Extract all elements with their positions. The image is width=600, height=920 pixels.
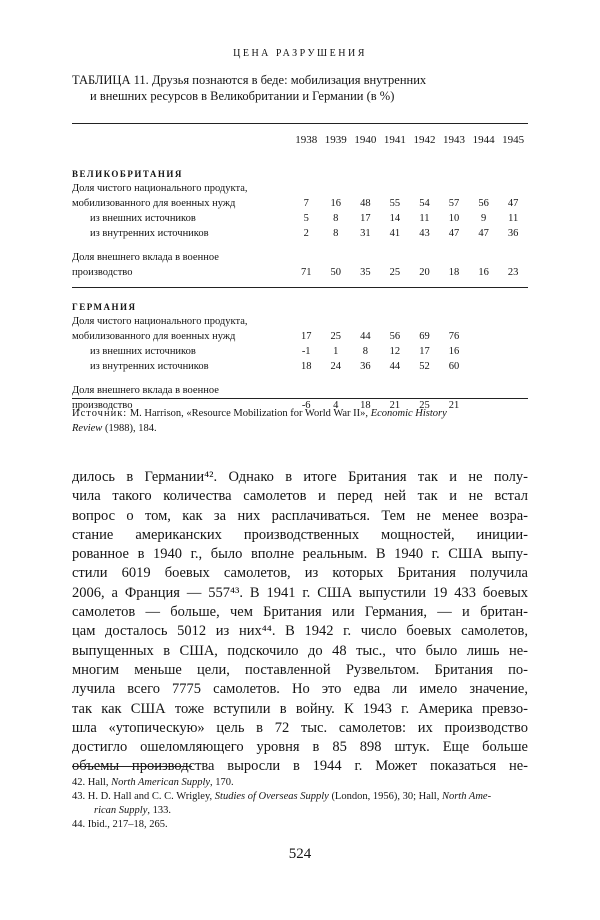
body-line: вопрос о том, как за них расплачиваться. Тем не менее возра-	[72, 507, 528, 524]
table-cell-value: 54	[419, 198, 430, 209]
table-cell-value	[410, 248, 440, 263]
table-section-heading: ГЕРМАНИЯ	[72, 302, 137, 312]
footnote-43-continued: rican Supply, 133.	[94, 805, 171, 816]
table-cell-value	[439, 179, 469, 194]
table-title	[72, 72, 532, 104]
table-cell-value: 8	[333, 228, 339, 239]
running-head: ЦЕНА РАЗРУШЕНИЯ	[233, 48, 367, 59]
table-cell-value	[469, 248, 499, 263]
table-cell-value	[469, 312, 499, 327]
table-cell-value	[291, 248, 321, 263]
table-row-label: из внешних источников	[90, 213, 196, 224]
body-line: чила такого количества самолетов и перед ней так и не встал	[72, 488, 528, 505]
table-cell-value: 43	[419, 228, 430, 239]
source-text-b: (1988), 184.	[102, 423, 157, 434]
table-row	[72, 312, 528, 327]
table-row-label: Доля внешнего вклада в военное	[72, 385, 219, 396]
body-line: шла «утопическую» цель в 72 тыс. самолетов: их производство	[72, 719, 528, 736]
body-paragraph	[72, 468, 528, 777]
body-line: стание американских производственных мощностей, иниции-	[72, 526, 528, 543]
table-cell-value: 1	[333, 346, 339, 357]
table-title-line-2: и внешних ресурсов в Великобритании и Германии (в %)	[90, 89, 395, 103]
table-cell-value	[469, 357, 499, 372]
table-year-header: 1944	[472, 134, 495, 146]
table-year-header: 1940	[354, 134, 377, 146]
table-cell-value: 60	[448, 361, 460, 372]
body-line: лучила всего 7775 самолетов. Но это едва ли имело значение,	[72, 681, 528, 698]
table-cell-value: 41	[389, 228, 401, 239]
table-year-header-row	[72, 124, 528, 146]
body-line: так как США тоже вступили в войну. К 1943 г. Америка превзо-	[72, 700, 528, 717]
footnotes	[72, 776, 530, 832]
body-line: объемы производства выросли в 1944 г. Может показаться не-	[72, 758, 528, 775]
table-cell-value	[321, 248, 351, 263]
body-line: многим меньше цели, поставленной Рузвельтом. Британия по-	[72, 661, 528, 678]
table-cell-value	[351, 248, 381, 263]
table-spacer-cell	[72, 146, 291, 155]
body-line: цам досталось 5012 из них⁴⁴. В 1942 г. число боевых самолетов,	[72, 623, 528, 640]
table-cell-value: 23	[507, 267, 519, 278]
table-cell-value: 56	[478, 198, 489, 209]
table-cell-value: -6	[301, 400, 311, 411]
table-cell-value: 48	[360, 198, 371, 209]
table-cell-value: 35	[360, 267, 371, 278]
table-cell-value: 14	[389, 213, 401, 224]
table-cell-value: 47	[448, 228, 460, 239]
table-year-header: 1941	[383, 134, 406, 146]
table-cell-value: 44	[360, 331, 371, 342]
table-cell-value: 18	[360, 400, 371, 411]
table-cell-value	[498, 179, 528, 194]
table-spacer	[72, 372, 528, 381]
table-cell-value	[380, 381, 410, 396]
body-line: дилось в Германии⁴². Однако в итоге Британия так и не полу-	[72, 469, 528, 485]
table-cell-value	[469, 342, 499, 357]
body-line: достигло ошеломляющего уровня в 85 898 штук. Еще больше	[72, 739, 528, 756]
table-cell-value	[469, 327, 499, 342]
body-line: стили 6019 боевых самолетов, из которых Британия получила	[72, 565, 528, 582]
table-cell-value	[291, 179, 321, 194]
table-row-label: Доля чистого национального продукта,	[72, 183, 248, 194]
table-cell-value	[410, 179, 440, 194]
table-cell-value: 71	[300, 267, 312, 278]
table-row	[72, 357, 528, 372]
table-row	[72, 179, 528, 194]
table-cell-value	[351, 179, 381, 194]
footnote-42: 42. Hall, North American Supply, 170.	[72, 777, 234, 788]
table-cell-value: 69	[419, 331, 430, 342]
table-section-heading: ВЕЛИКОБРИТАНИЯ	[72, 169, 183, 179]
table-cell-value: 31	[360, 228, 371, 239]
table-row-label: мобилизованного для военных нужд	[72, 331, 236, 342]
table-cell-value: 8	[333, 213, 339, 224]
table-cell-value: 21	[448, 400, 460, 411]
table-cell-value: 36	[507, 228, 519, 239]
table-section-divider	[72, 278, 528, 288]
table-cell-value	[498, 357, 528, 372]
table-cell-value: 44	[389, 361, 401, 372]
table-cell-value	[380, 248, 410, 263]
table-cell-value	[469, 179, 499, 194]
table-cell-value: 16	[448, 346, 460, 357]
table-row	[72, 342, 528, 357]
table-section-heading-row	[72, 288, 528, 313]
table-year-header: 1943	[443, 134, 465, 146]
table-cell-value	[498, 381, 528, 396]
table-cell-value	[439, 248, 469, 263]
table-cell-value: 11	[508, 213, 519, 224]
table-cell-value	[321, 312, 351, 327]
table-cell-value: 25	[419, 400, 430, 411]
table-cell-value	[351, 381, 381, 396]
table-cell-value: 25	[330, 331, 341, 342]
table-cell-value	[380, 179, 410, 194]
footnote-43: 43. H. D. Hall and C. C. Wrigley, Studies of Overseas Supply (London, 1956), 30; Hall, North Ame-	[72, 791, 492, 802]
table-row	[72, 327, 528, 342]
table-cell-value	[321, 179, 351, 194]
page-number: 524	[288, 846, 312, 862]
table-header-blank	[72, 124, 291, 146]
table-cell-value	[321, 381, 351, 396]
table-cell-value: 47	[478, 228, 489, 239]
table-cell-value: 7	[303, 198, 309, 209]
table-row-label: мобилизованного для военных нужд	[72, 198, 236, 209]
table-cell-value: 12	[389, 346, 401, 357]
table-row-label: из внешних источников	[90, 346, 196, 357]
table-cell-value: 4	[333, 400, 339, 411]
table-source-note	[72, 406, 530, 436]
body-line: рованное в 1940 г., было вполне реальным. В 1940 г. США выпу-	[72, 546, 528, 563]
table-cell-value: 20	[419, 267, 430, 278]
table-cell-value	[498, 248, 528, 263]
table-cell-value	[410, 381, 440, 396]
table-cell-value: 18	[300, 361, 312, 372]
table-row	[72, 248, 528, 263]
table-cell-value: 18	[448, 267, 460, 278]
table-cell-value	[469, 381, 499, 396]
table-cell-value: 17	[300, 331, 312, 342]
table-cell-value: 55	[389, 198, 401, 209]
table-section-heading-row	[72, 155, 528, 179]
table-title-line-1: ТАБЛИЦА 11. Друзья познаются в беде: мобилизация внутренних	[72, 73, 427, 87]
table-cell-value	[439, 381, 469, 396]
table-row	[72, 209, 528, 224]
body-line: 2006, а Франция — 557⁴³. В 1941 г. США выпустили 19 433 боевых	[72, 584, 528, 601]
table-row-label: Доля внешнего вклада в военное	[72, 252, 219, 263]
table-row	[72, 381, 528, 396]
table-cell-value: 25	[389, 267, 401, 278]
table-spacer-cell	[72, 372, 291, 381]
table-cell-value: 16	[478, 267, 489, 278]
table-spacer	[72, 239, 528, 248]
source-journal-b: Review	[72, 423, 103, 434]
table-cell-value: 57	[448, 198, 460, 209]
table-cell-value	[380, 312, 410, 327]
footnote-separator	[72, 766, 192, 767]
table-cell-value: 17	[360, 213, 371, 224]
footnote-44: 44. Ibid., 217–18, 265.	[72, 819, 168, 830]
table-cell-value: 56	[389, 331, 401, 342]
table-cell-value: 50	[330, 267, 341, 278]
table-cell-value	[291, 312, 321, 327]
table-cell-value: 8	[362, 346, 368, 357]
table-cell-value: 24	[330, 361, 341, 372]
table-cell-value: 52	[419, 361, 430, 372]
table-cell-value	[498, 342, 528, 357]
table-cell-value	[498, 312, 528, 327]
table-spacer	[72, 146, 528, 155]
table-cell-value: 5	[303, 213, 309, 224]
table-cell-value: 11	[419, 213, 430, 224]
table-cell-value: 16	[330, 198, 341, 209]
table-cell-value: 9	[480, 213, 487, 224]
table-row-label: из внутренних источников	[90, 361, 209, 372]
table-cell-value	[351, 312, 381, 327]
table-bottom-rule	[72, 398, 528, 399]
table-row	[72, 224, 528, 239]
table-cell-value: -1	[301, 346, 311, 357]
table-year-header: 1945	[502, 134, 525, 146]
table-spacer-cell	[72, 239, 291, 248]
statistics-table	[72, 124, 528, 411]
table-cell-value	[410, 312, 440, 327]
source-lead: Источник:	[72, 408, 128, 419]
table-cell-value: 76	[448, 331, 460, 342]
table-row-label: Доля чистого национального продукта,	[72, 316, 248, 327]
table-row-label: производство	[72, 267, 133, 278]
table-year-header: 1942	[413, 134, 436, 146]
source-journal-a: Economic History	[370, 408, 447, 419]
table-cell-value: 17	[419, 346, 430, 357]
table-year-header: 1939	[324, 134, 347, 146]
table-divider-cell	[72, 278, 528, 288]
table-cell-value	[498, 327, 528, 342]
table-year-header: 1938	[295, 134, 318, 146]
table-row	[72, 194, 528, 209]
table-cell-value: 47	[507, 198, 519, 209]
table-cell-value	[291, 381, 321, 396]
table-cell-value: 10	[448, 213, 460, 224]
body-line: самолетов — больше, чем Британия или Германия, — и британ-	[72, 604, 528, 621]
table-cell-value: 21	[389, 400, 401, 411]
body-line: выпущенных в США, подскочило до 48 тыс., что было лишь не-	[72, 642, 528, 659]
table-cell-value: 36	[360, 361, 371, 372]
table-row	[72, 263, 528, 278]
table-cell-value: 2	[303, 228, 309, 239]
table-row-label: производство	[72, 400, 133, 411]
table-cell-value	[439, 312, 469, 327]
source-text-a: M. Harrison, «Resource Mobilization for World War II»,	[127, 408, 371, 419]
table-row-label: из внутренних источников	[90, 228, 209, 239]
